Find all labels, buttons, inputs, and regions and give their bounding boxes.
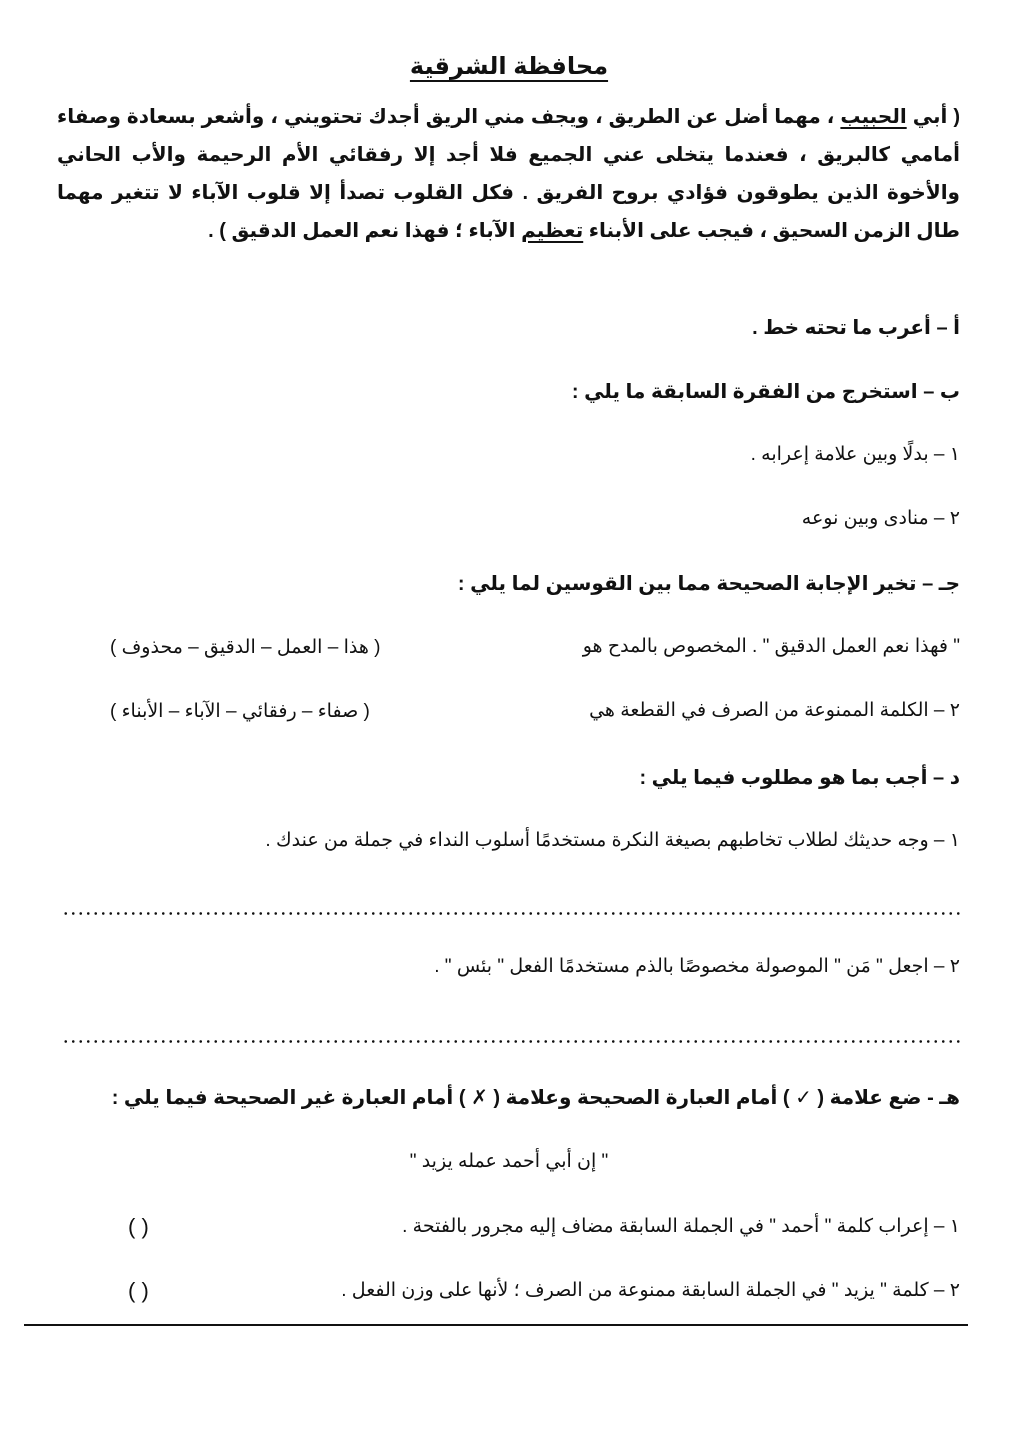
answer-dotted-line-2[interactable]: [62, 1040, 964, 1043]
answer-box-1[interactable]: ( ): [128, 1214, 149, 1239]
passage-part-1: ، مهما أضل عن الطريق ، ويجف مني الريق أجدك تحتويني ، وأشعر بسعادة وصفاء أمامي كالبريق ، فعندما يتخلى عني الجميع فلا أجد إلا رفقائي الأم الرحيمة والأب الحاني والأخوة الذين يطوقون فؤادي بروح الفريق . فكل القلوب تصدأ إلا قلوب الآباء لا تتغير مهما طال الزمن السحيق ، فيجب على الأبناء: [57, 106, 960, 242]
underlined-word-2: تعظيم: [521, 220, 584, 242]
section-c-options-1: ( هذا – العمل – الدقيق – محذوف ): [110, 637, 381, 658]
passage: [57, 98, 960, 250]
section-d-heading: د – أجب بما هو مطلوب فيما يلي :: [639, 767, 960, 789]
answer-box-2[interactable]: ( ): [128, 1278, 149, 1303]
passage-part-2: الآباء ؛ فهذا نعم العمل الدقيق ) .: [208, 220, 522, 242]
section-c-options-2: ( صفاء – رفقائي – الآباء – الأبناء ): [110, 701, 370, 722]
section-b-item-1: ١ – بدلًا وبين علامة إعرابه .: [750, 444, 960, 465]
section-a-heading: أ – أعرب ما تحته خط .: [752, 317, 960, 339]
section-e-quote: " إن أبي أحمد عمله يزيد ": [409, 1151, 609, 1172]
title-text: محافظة الشرقية: [409, 53, 609, 80]
section-b-item-2: ٢ – منادى وبين نوعه: [801, 508, 960, 529]
underlined-word-1: الحبيب: [840, 106, 907, 128]
section-c-heading: جـ – تخير الإجابة الصحيحة مما بين القوسين لما يلي :: [457, 573, 960, 595]
section-d-item-1: ١ – وجه حديثك لطلاب تخاطبهم بصيغة النكرة مستخدمًا أسلوب النداء في جملة من عندك .: [265, 830, 960, 851]
section-c-question-2: ٢ – الكلمة الممنوعة من الصرف في القطعة هي: [589, 700, 960, 721]
page-title: [0, 52, 1018, 81]
bottom-divider: [24, 1324, 968, 1326]
section-b-heading: ب – استخرج من الفقرة السابقة ما يلي :: [571, 381, 960, 403]
section-d-item-2: ٢ – اجعل " مَن " الموصولة مخصوصًا بالذم مستخدمًا الفعل " بئس " .: [434, 956, 960, 977]
section-e-heading: هـ - ضع علامة ( ✓ ) أمام العبارة الصحيحة وعلامة ( ✗ ) أمام العبارة غير الصحيحة فيما يلي :: [111, 1087, 960, 1109]
section-e-item-1: ١ – إعراب كلمة " أحمد " في الجملة السابقة مضاف إليه مجرور بالفتحة .: [402, 1216, 960, 1237]
section-e-item-2: ٢ – كلمة " يزيد " في الجملة السابقة ممنوعة من الصرف ؛ لأنها على وزن الفعل .: [341, 1280, 960, 1301]
answer-dotted-line-1[interactable]: [62, 912, 964, 915]
passage-open: ( أبي: [906, 106, 960, 128]
section-c-question-1: " فهذا نعم العمل الدقيق " . المخصوص بالمدح هو: [582, 636, 960, 657]
